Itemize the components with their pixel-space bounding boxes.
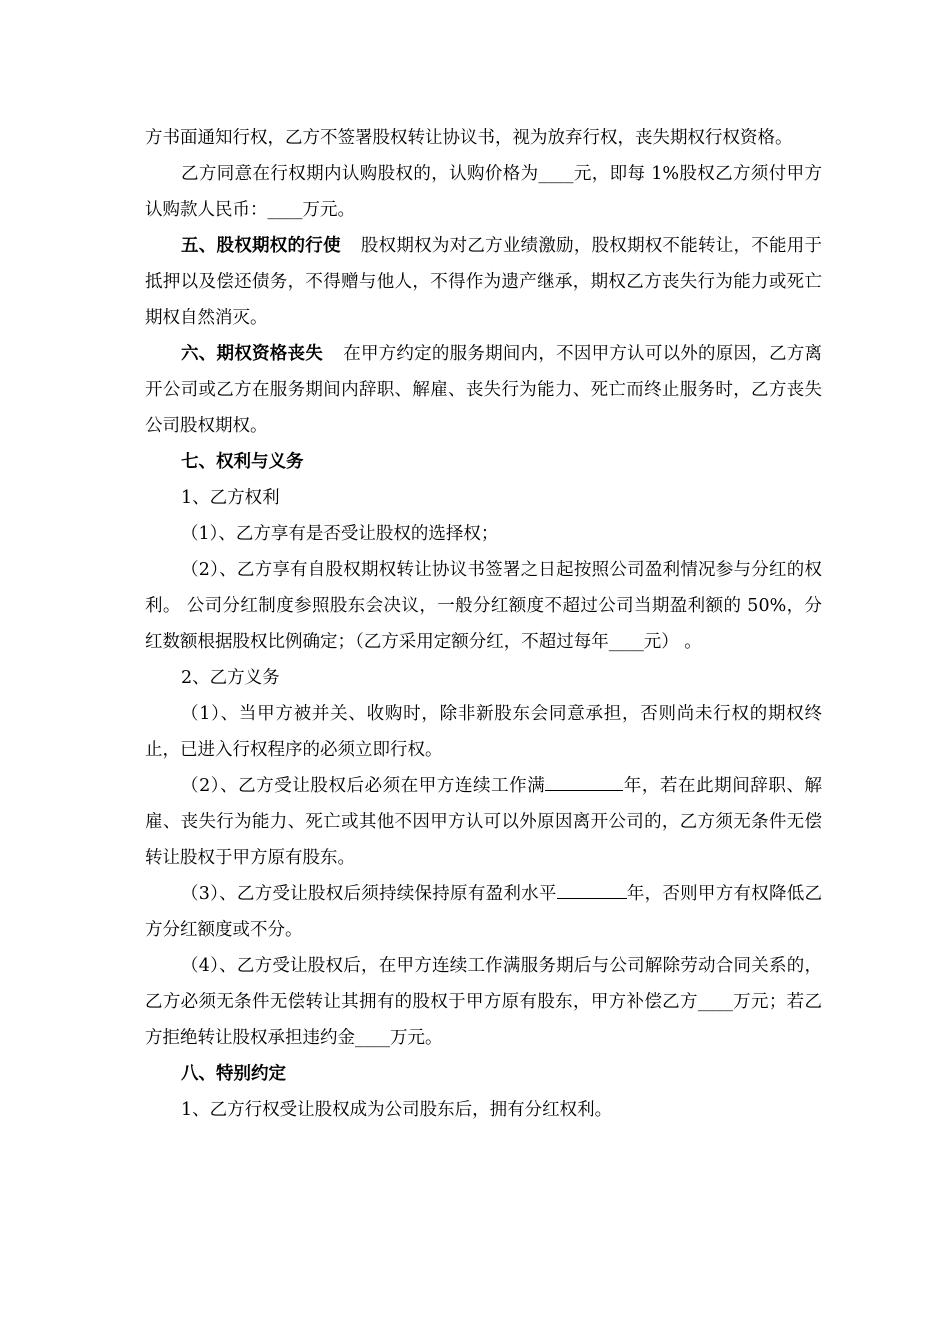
paragraph-exercise-notice: 方书面通知行权，乙方不签署股权转让协议书，视为放弃行权，丧失期权行权资格。: [145, 128, 793, 148]
duty-item-2-text-b: 年，若在此期间辞职、解雇、丧失行为能力、死亡或其他不因甲方认可以外原因离开公司的，乙方须无条件无偿转让股权于甲方原有股东。: [145, 776, 823, 868]
special-item-1: 1、乙方行权受让股权成为公司股东后，拥有分红权利。: [181, 1100, 613, 1120]
section-5: [145, 228, 822, 336]
right-item-2: （2）、乙方享有自股权期权转让协议书签署之日起按照公司盈利情况参与分红的权利。 公司分红制度参照股东会决议，一般分红额度不超过公司当期盈利额的 50%，分红数额根据股权比例确定；（乙方采用定额分红，不超过每年____元） 。: [145, 560, 822, 652]
section-6: [145, 336, 822, 444]
duty-item-1: （1）、当甲方被并关、收购时，除非新股东会同意承担，否则尚未行权的期权终止，已进入行权程序的必须立即行权。: [145, 704, 822, 760]
duties-title: 2、乙方义务: [181, 668, 280, 688]
section-8-heading: 八、特别约定: [181, 1064, 286, 1084]
paragraph-subscription-price: 乙方同意在行权期内认购股权的，认购价格为____元，即每 1%股权乙方须付甲方认购款人民币：____万元。: [145, 164, 822, 220]
duty-item-4: （4）、乙方受让股权后，在甲方连续工作满服务期后与公司解除劳动合同关系的，乙方必须无条件无偿转让其拥有的股权于甲方原有股东，甲方补偿乙方____万元；若乙方拒绝转让股权承担违约金____万元。: [145, 956, 822, 1048]
right-item-1: （1）、乙方享有是否受让股权的选择权；: [181, 524, 499, 544]
section-6-body: 在甲方约定的服务期间内，不因甲方认可以外的原因，乙方离开公司或乙方在服务期间内辞职、解雇、丧失行为能力、死亡而终止服务时，乙方丧失公司股权期权。: [145, 344, 823, 436]
section-5-body: 股权期权为对乙方业绩激励，股权期权不能转让，不能用于抵押以及偿还债务，不得赠与他人，不得作为遗产继承，期权乙方丧失行为能力或死亡期权自然消灭。: [145, 236, 822, 328]
duty-item-2-text-a: （2）、乙方受让股权后必须在甲方连续工作满: [181, 776, 546, 796]
blank-line: [545, 770, 623, 791]
blank-line: [557, 878, 627, 899]
section-7-heading: 七、权利与义务: [181, 452, 304, 472]
rights-title: 1、乙方权利: [181, 488, 280, 508]
duty-item-3: [145, 876, 822, 948]
duty-item-2: [145, 768, 822, 876]
section-6-heading: 六、期权资格丧失: [181, 344, 323, 364]
duty-item-3-text-b: 年，否则甲方有权降低乙方分红额度或不分。: [145, 884, 822, 940]
duty-item-3-text-a: （3）、乙方受让股权后须持续保持原有盈利水平: [181, 884, 557, 904]
section-5-heading: 五、股权期权的行使: [181, 236, 341, 256]
